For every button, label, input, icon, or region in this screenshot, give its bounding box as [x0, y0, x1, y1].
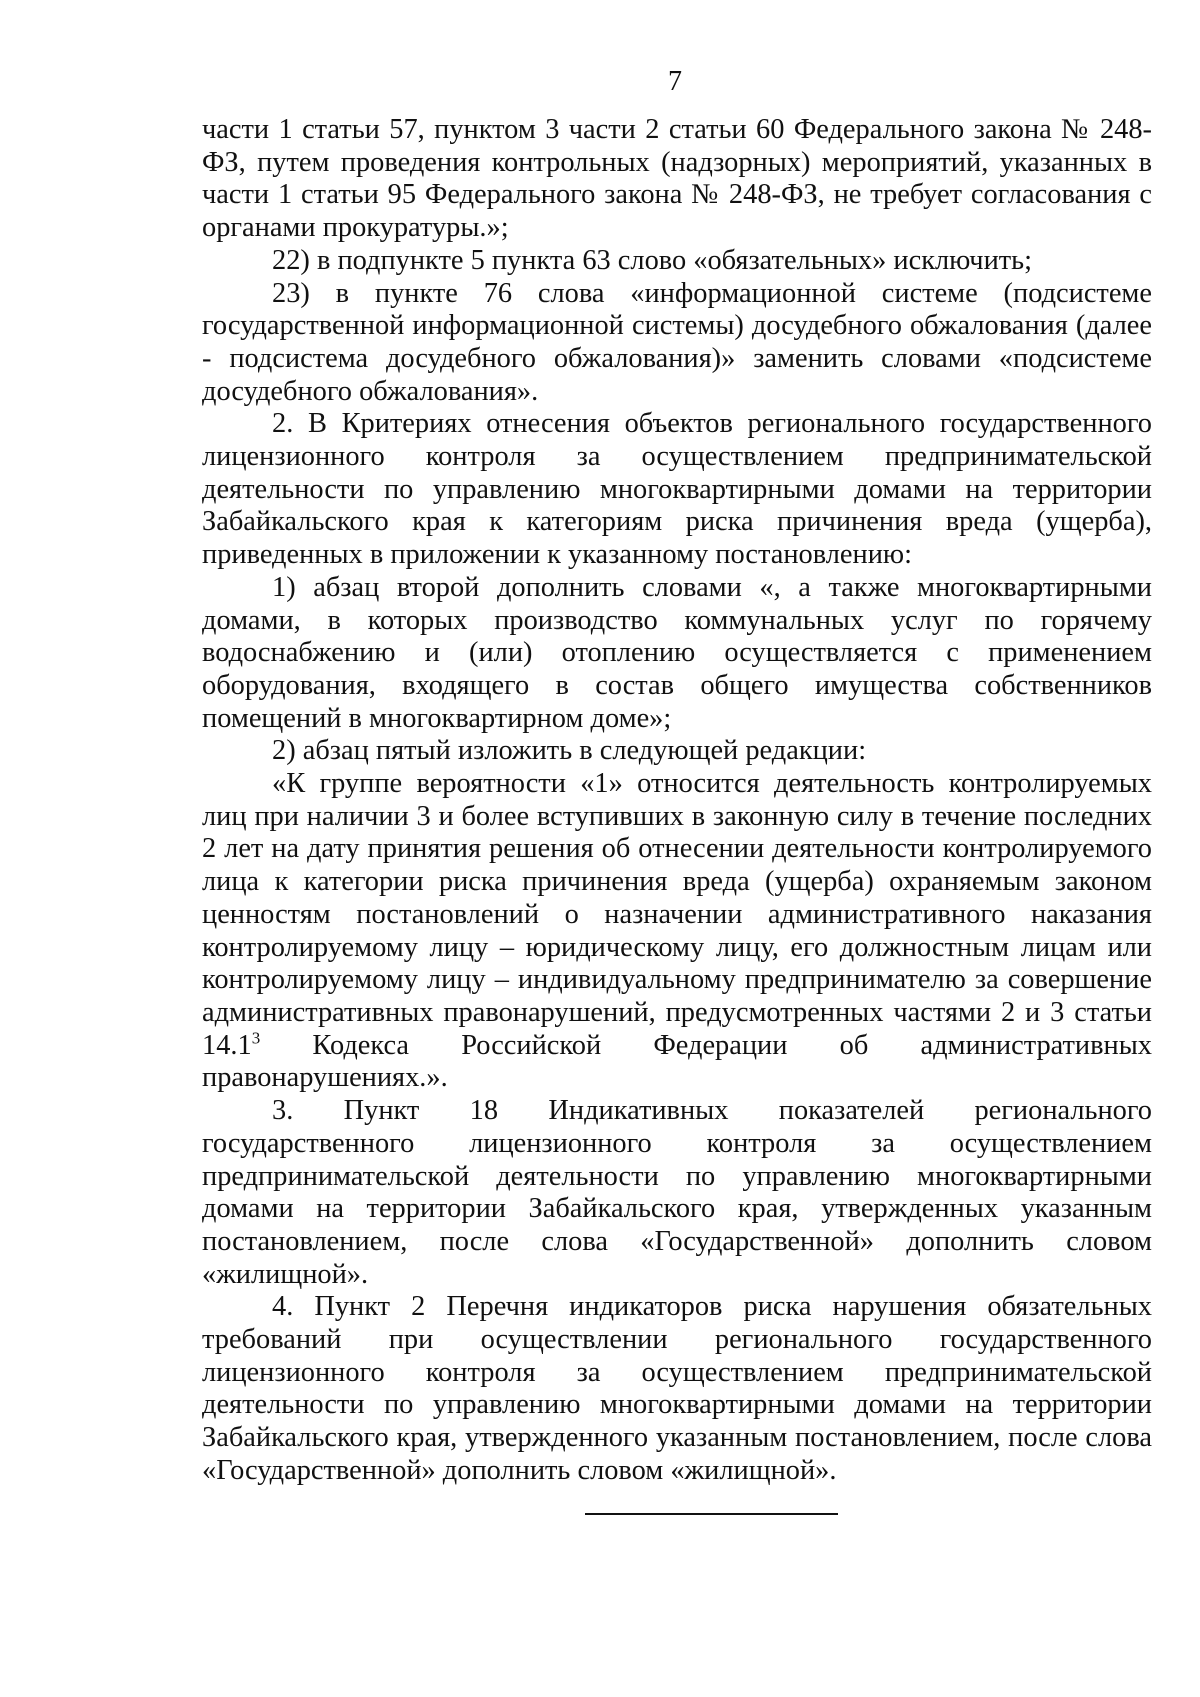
article-superscript: 3: [251, 1028, 261, 1048]
paragraph-subitem-1: 1) абзац второй дополнить словами «, а также многоквартирными домами, в которых производство коммунальных услуг по горячему водоснабжению и (или) отоплению осуществляется с применением оборудования, входящего в состав общего имущества собственников помещений в многоквартирном доме»;: [202, 571, 1152, 734]
paragraph-quoted-text: [202, 768, 1152, 1095]
paragraph-item-22: 22) в подпункте 5 пункта 63 слово «обязательных» исключить;: [272, 244, 1033, 276]
paragraph-subitem-2: 2) абзац пятый изложить в следующей редакции:: [272, 735, 867, 767]
quoted-text-main: «К группе вероятности «1» относится деятельность контролируемых лиц при наличии 3 и более вступивших в законную силу в течение последних 2 лет на дату принятия решения об отнесении деятельности контролируемого лица к категории риска причинения вреда (ущерба) охраняемым законом ценностям постановлений о назначении административного наказания контролируемому лицу – юридическому лицу, его должностным лицам или контролируемому лицу – индивидуальному предпринимателю за совершение административных правонарушений, предусмотренных частями 2 и 3 статьи 14.1: [202, 768, 1152, 1061]
paragraph-section-4: 4. Пункт 2 Перечня индикаторов риска нарушения обязательных требований при осуществлении регионального государственного лицензионного контроля за осуществлением предпринимательской деятельности по управлению многоквартирными домами на территории Забайкальского края, утвержденного указанным постановлением, после слова «Государственной» дополнить словом «жилищной».: [202, 1291, 1152, 1486]
paragraph-continuation: части 1 статьи 57, пунктом 3 части 2 статьи 60 Федерального закона № 248-ФЗ, путем проведения контрольных (надзорных) мероприятий, указанных в части 1 статьи 95 Федерального закона № 248-ФЗ, не требует согласования с органами прокуратуры.»;: [202, 114, 1152, 244]
paragraph-section-2: 2. В Критериях отнесения объектов регионального государственного лицензионного контроля за осуществлением предпринимательской деятельности по управлению многоквартирными домами на территории Забайкальского края к категориям риска причинения вреда (ущерба), приведенных в приложении к указанному постановлению:: [202, 408, 1152, 571]
end-of-document-rule: [585, 1513, 838, 1515]
paragraph-section-3: 3. Пункт 18 Индикативных показателей регионального государственного лицензионного контроля за осуществлением предпринимательской деятельности по управлению многоквартирными домами на территории Забайкальского края, утвержденных указанным постановлением, после слова «Государственной» дополнить словом «жилищной».: [202, 1095, 1152, 1290]
paragraph-item-23: 23) в пункте 76 слова «информационной системе (подсистеме государственной информационной системы) досудебного обжалования (далее - подсистема досудебного обжалования)» заменить словами «подсистеме досудебного обжалования».: [202, 277, 1152, 407]
page-number: 7: [668, 66, 682, 97]
document-body: [202, 114, 1152, 1488]
quoted-text-tail: Кодекса Российской Федерации об административных правонарушениях.».: [202, 1029, 1152, 1094]
